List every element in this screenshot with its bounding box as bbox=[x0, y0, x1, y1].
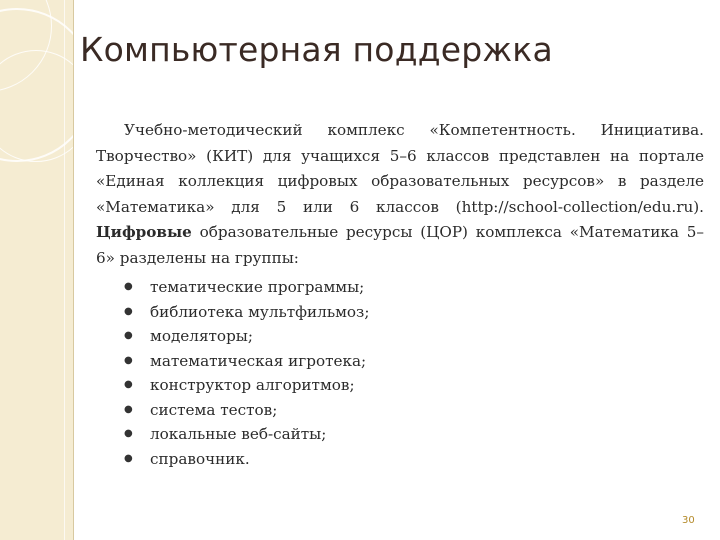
bullet-icon: ● bbox=[124, 379, 133, 390]
list-item bbox=[120, 373, 704, 398]
bullet-icon: ● bbox=[124, 330, 133, 341]
list-item-text: моделяторы; bbox=[150, 327, 253, 345]
paragraph-text: Учебно-методический комплекс «Компетентность. Инициатива. Творчество» (КИТ) для учащихся 5–6 классов представлен на портале «Единая коллекция цифровых образовательных ресурсов» в разделе «Математика» для 5 или 6 классов (http://school-collection/edu.ru). bbox=[96, 121, 704, 216]
list-item-text: локальные веб-сайты; bbox=[150, 425, 327, 443]
list-item bbox=[120, 275, 704, 300]
bullet-icon: ● bbox=[124, 281, 133, 292]
list-item bbox=[120, 349, 704, 374]
list-item-text: конструктор алгоритмов; bbox=[150, 376, 355, 394]
slide-content bbox=[96, 118, 704, 471]
list-item bbox=[120, 422, 704, 447]
intro-paragraph bbox=[96, 118, 704, 271]
list-item bbox=[120, 447, 704, 472]
paragraph-text: образовательные ресурсы (ЦОР) комплекса «Математика 5–6» разделены на группы: bbox=[96, 223, 704, 267]
list-item-text: библиотека мультфильмоз; bbox=[150, 302, 370, 321]
list-item bbox=[120, 300, 704, 325]
resource-group-list bbox=[96, 275, 704, 471]
list-item-text: тематические программы; bbox=[150, 278, 365, 296]
list-item-text: математическая игротека; bbox=[150, 351, 367, 370]
slide-title: Компьютерная поддержка bbox=[80, 30, 553, 69]
list-item-text: справочник. bbox=[150, 449, 250, 468]
paragraph-bold-text: Цифровые bbox=[96, 223, 192, 241]
bullet-icon: ● bbox=[124, 305, 133, 317]
list-item bbox=[120, 398, 704, 423]
page-number: 30 bbox=[682, 515, 695, 526]
bullet-icon: ● bbox=[124, 403, 133, 415]
decorative-line bbox=[64, 0, 65, 540]
list-item bbox=[120, 324, 704, 349]
decorative-sidebar bbox=[0, 0, 74, 540]
bullet-icon: ● bbox=[124, 452, 133, 464]
bullet-icon: ● bbox=[124, 428, 133, 439]
bullet-icon: ● bbox=[124, 354, 133, 366]
list-item-text: система тестов; bbox=[150, 400, 278, 419]
